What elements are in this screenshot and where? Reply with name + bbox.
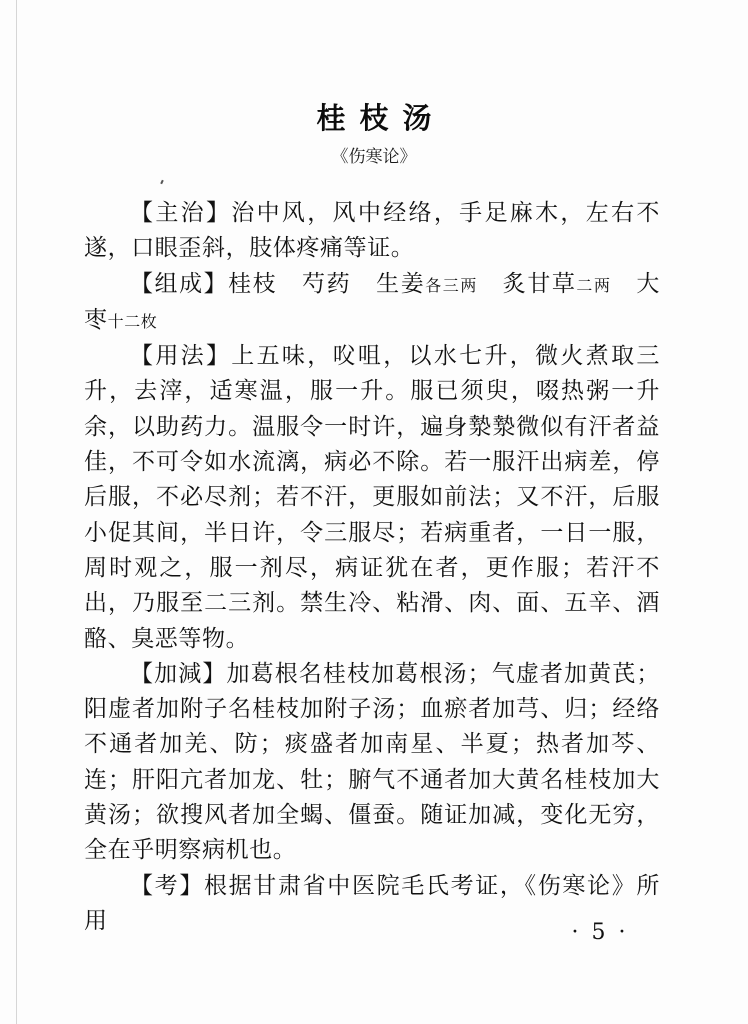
- herb-name: 炙甘草: [501, 270, 577, 297]
- page-title: 桂枝汤: [316, 101, 446, 135]
- section-heading: 【主治】: [130, 200, 232, 226]
- herb-item: [301, 271, 351, 297]
- page-number: · 5 ·: [571, 920, 629, 945]
- source-citation: 《伤寒论》: [331, 147, 417, 167]
- herb-name: 大枣: [84, 270, 661, 333]
- herb-name: 桂枝: [228, 270, 278, 297]
- section-indications: [84, 196, 660, 267]
- herb-item: [375, 271, 478, 297]
- section-heading: 【考】: [130, 872, 204, 899]
- section-text: 加葛根名桂枝加葛根汤；气虚者加黄芪；阳虚者加附子名桂枝加附子汤；血瘀者加芎、归；经络不通者加羌、防；痰盛者加南星、半夏；热者加芩、连；肝阳亢者加龙、牡；腑气不通者加大黄名桂枝加大黄汤；欲搜风者加全蝎、僵蚕。随证加减，变化无穷，全在乎明察病机也。: [84, 660, 660, 864]
- herb-name: 生姜: [375, 270, 426, 297]
- section-text: 上五味，㕮咀，以水七升，微火煮取三升，去滓，适寒温，服一升。服已须臾，啜热粥一升余，以助药力。温服令一时许，遍身漐漐微似有汗者益佳，不可令如水流漓，病必不除。若一服汗出病差，停后服，不必尽剂；若不汗，更服如前法；又不汗，后服小促其间，半日许，令三服尽；若病重者，一日一服，周时观之，服一剂尽，病证犹在者，更作服；若汗不出，乃服至二三剂。禁生冷、粘滑、肉、面、五辛、酒酪、臭恶等物。: [84, 343, 660, 652]
- herb-dose: 二两: [576, 275, 612, 295]
- section-heading: 【用法】: [130, 343, 232, 370]
- herb-item: [502, 271, 612, 297]
- herb-dose: 十二枚: [107, 311, 158, 331]
- section-composition: [84, 267, 660, 340]
- section-modifications: [84, 657, 660, 869]
- herb-dose: 各三两: [425, 275, 478, 295]
- print-speck: [160, 180, 164, 184]
- section-heading: 【加減】: [130, 660, 227, 687]
- herb-item: [228, 271, 277, 297]
- article-body: [84, 196, 660, 939]
- section-text: 治中风，风中经络，手足麻木，左右不遂，口眼歪斜，肢体疼痛等证。: [84, 200, 660, 262]
- herb-name: 芍药: [301, 270, 352, 297]
- section-heading: 【组成】: [130, 270, 229, 297]
- section-usage: [84, 339, 660, 657]
- section-text: 根据甘肃省中医院毛氏考证，《伤寒论》所用: [84, 872, 660, 934]
